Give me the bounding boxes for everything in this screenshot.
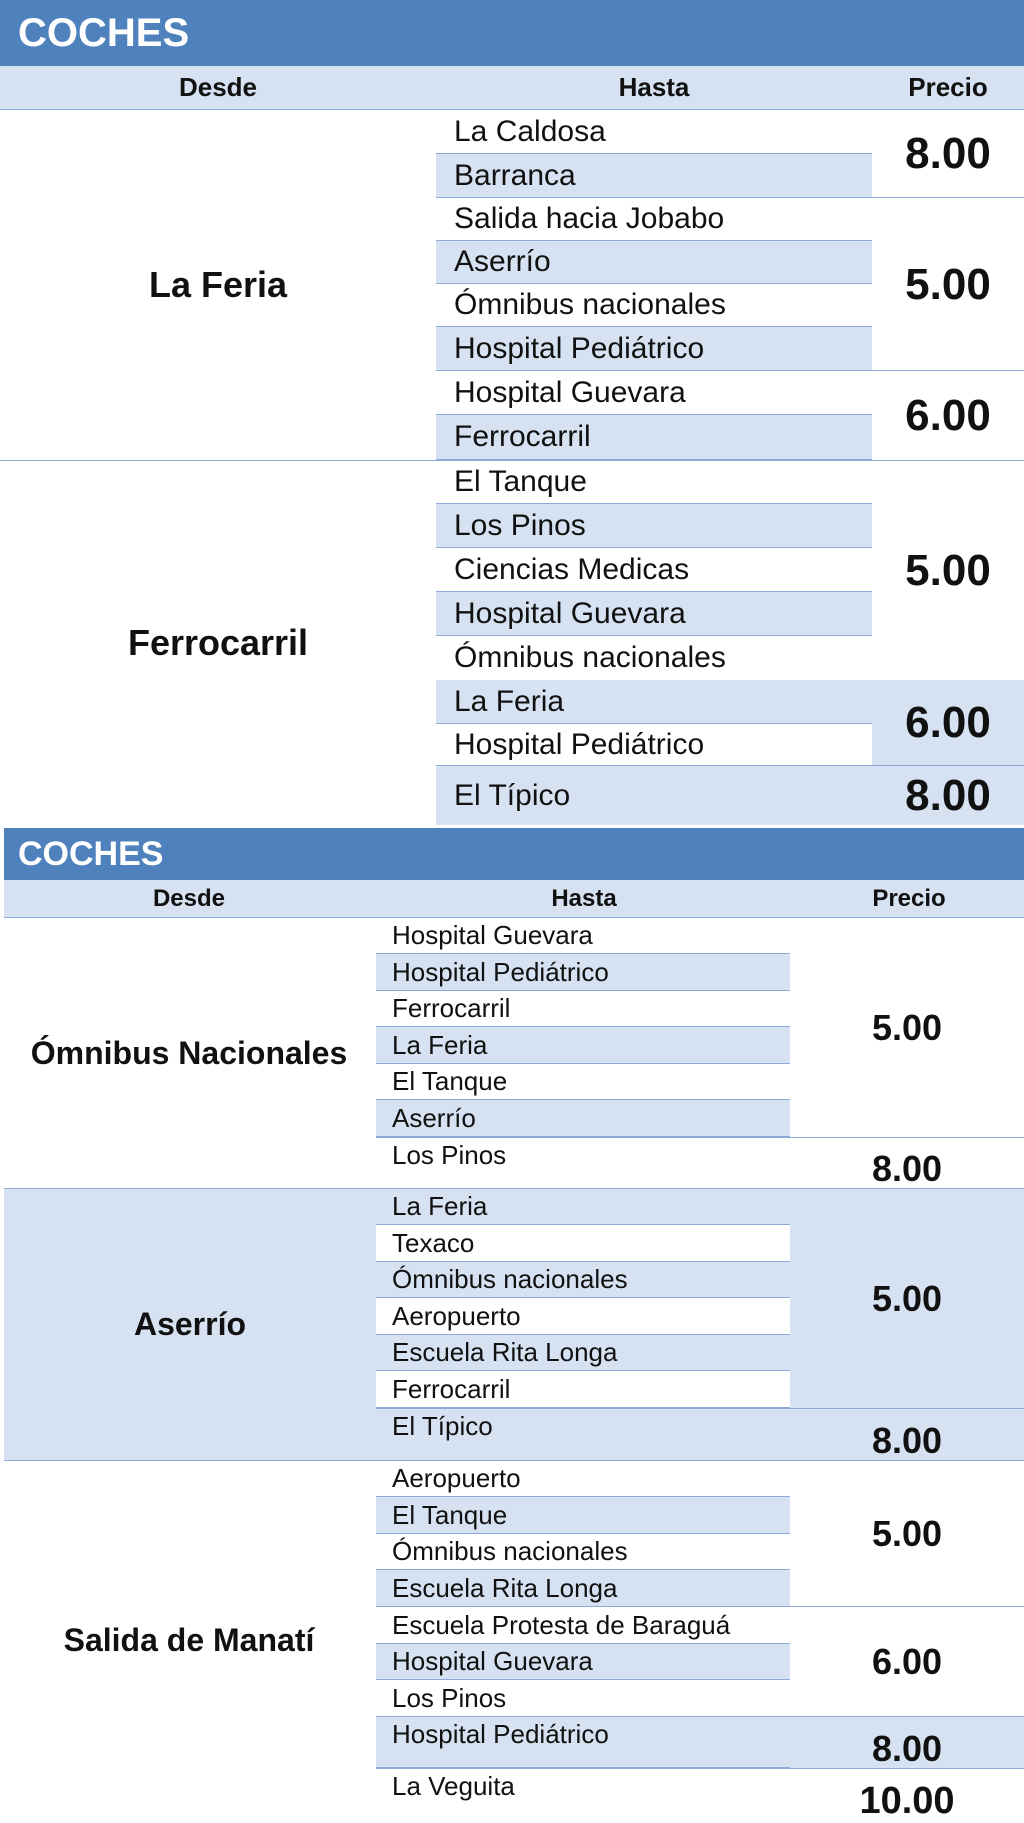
dest-row: La Veguita [376, 1769, 790, 1820]
from-omnibus-nacionales: Ómnibus Nacionales [30, 1034, 348, 1071]
dest-row: Ómnibus nacionales [436, 284, 872, 327]
header-hasta: Hasta [551, 884, 617, 912]
header-desde: Desde [178, 72, 258, 102]
dest-row: Hospital Guevara [376, 1644, 790, 1680]
dest-row: Ferrocarril [376, 991, 790, 1027]
dest-row: El Tanque [436, 461, 872, 504]
price-cell: 5.00 [790, 1189, 1024, 1408]
dest-row: La Feria [376, 1189, 790, 1225]
price-cell: 5.00 [905, 545, 991, 595]
dest-row: Ferrocarril [436, 415, 872, 460]
header-desde: Desde [152, 884, 226, 912]
dest-row: El Tanque [376, 1064, 790, 1100]
dest-row: Texaco [376, 1225, 790, 1262]
from-la-feria: La Feria [148, 264, 288, 305]
price-cell: 6.00 [905, 390, 991, 440]
dest-row: Hospital Pediátrico [376, 1717, 790, 1768]
dest-row: Escuela Protesta de Baraguá [376, 1607, 790, 1644]
header-hasta: Hasta [618, 72, 690, 102]
dest-row: Ciencias Medicas [436, 548, 872, 592]
dest-row: Hospital Guevara [436, 371, 872, 415]
dest-row: Escuela Rita Longa [376, 1570, 790, 1607]
dest-row: Ómnibus nacionales [376, 1262, 790, 1298]
dest-row: Los Pinos [376, 1138, 790, 1188]
dest-row: Los Pinos [376, 1680, 790, 1717]
from-ferrocarril: Ferrocarril [127, 622, 309, 663]
price-cell: 8.00 [905, 129, 991, 178]
dest-row: La Feria [376, 1027, 790, 1064]
dest-row: Los Pinos [436, 504, 872, 548]
price-cell: 5.00 [871, 1513, 943, 1554]
table1-title: COCHES [0, 0, 1024, 66]
dest-row: Ómnibus nacionales [376, 1534, 790, 1570]
dest-row: El Típico [376, 1409, 790, 1460]
dest-row: Aserrío [376, 1100, 790, 1137]
dest-row: Aeropuerto [376, 1461, 790, 1497]
dest-row: Hospital Pediátrico [436, 327, 872, 371]
dest-row: Hospital Guevara [436, 592, 872, 636]
price-cell: 6.00 [872, 680, 1024, 766]
dest-row: El Tanque [376, 1497, 790, 1534]
dest-row: Hospital Pediátrico [376, 954, 790, 991]
table1-header [0, 66, 1024, 110]
header-precio: Precio [908, 72, 988, 102]
price-cell: 8.00 [790, 1409, 1024, 1460]
dest-row: La Caldosa [436, 110, 872, 154]
price-cell: 8.00 [871, 1148, 943, 1189]
price-cell: 8.00 [872, 766, 1024, 825]
price-cell: 5.00 [905, 259, 991, 309]
from-aserrio: Aserrío [4, 1189, 376, 1460]
table2-title: COCHES [4, 828, 1024, 880]
from-salida-de-manati: Salida de Manatí [63, 1622, 315, 1658]
dest-row: Aeropuerto [376, 1298, 790, 1335]
dest-row: La Feria [436, 680, 872, 724]
price-cell: 6.00 [871, 1641, 943, 1682]
price-cell: 5.00 [871, 1006, 943, 1048]
price-cell: 10.00 [859, 1780, 955, 1822]
dest-row: Ómnibus nacionales [436, 636, 872, 680]
price-cell: 8.00 [790, 1717, 1024, 1768]
dest-row: Barranca [436, 154, 872, 198]
dest-row: Escuela Rita Longa [376, 1335, 790, 1371]
dest-row: Salida hacia Jobabo [436, 198, 872, 241]
dest-row: El Típico [436, 766, 872, 825]
header-precio: Precio [872, 884, 946, 912]
dest-row: Hospital Pediátrico [436, 724, 872, 766]
table2-header [4, 880, 1024, 918]
dest-row: Aserrío [436, 241, 872, 284]
dest-row: Hospital Guevara [376, 918, 790, 954]
dest-row: Ferrocarril [376, 1371, 790, 1408]
